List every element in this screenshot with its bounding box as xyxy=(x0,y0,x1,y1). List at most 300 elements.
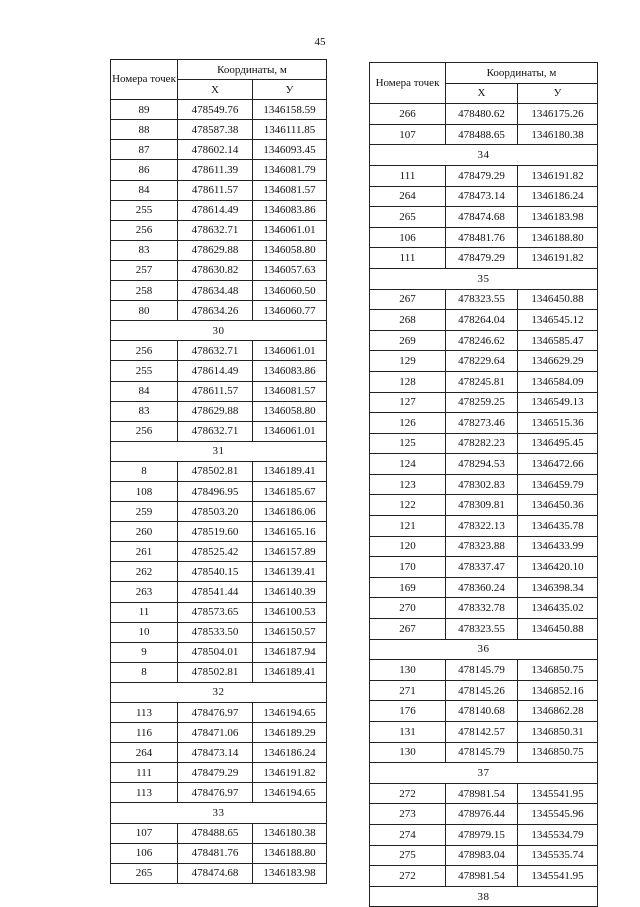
coordinate-x-cell: 478142.57 xyxy=(446,722,518,743)
table-row xyxy=(370,248,598,269)
table-row xyxy=(111,522,327,542)
coordinate-y-cell: 1346187.94 xyxy=(253,642,327,662)
point-number-cell: 264 xyxy=(370,186,446,207)
coordinate-y-cell: 1345541.95 xyxy=(518,783,598,804)
point-number-cell: 255 xyxy=(111,200,178,220)
coordinate-y-cell: 1346472.66 xyxy=(518,454,598,475)
point-number-cell: 275 xyxy=(370,845,446,866)
coordinate-y-cell: 1346515.36 xyxy=(518,413,598,434)
coordinate-x-cell: 478488.65 xyxy=(178,823,253,843)
coordinate-x-cell: 478481.76 xyxy=(178,843,253,863)
table-row xyxy=(370,165,598,186)
coordinate-y-cell: 1346850.31 xyxy=(518,722,598,743)
coordinate-x-cell: 478979.15 xyxy=(446,824,518,845)
coordinate-x-cell: 478488.65 xyxy=(446,124,518,145)
point-number-cell: 10 xyxy=(111,622,178,642)
table-row xyxy=(111,301,327,321)
table-row xyxy=(111,140,327,160)
coordinate-x-cell: 478629.88 xyxy=(178,240,253,260)
coordinate-y-cell: 1346180.38 xyxy=(253,823,327,843)
coordinate-x-cell: 478323.88 xyxy=(446,536,518,557)
coordinate-x-cell: 478983.04 xyxy=(446,845,518,866)
point-number-cell: 268 xyxy=(370,310,446,331)
table-row xyxy=(370,371,598,392)
table-row xyxy=(111,461,327,481)
table-row xyxy=(370,392,598,413)
coordinate-y-cell: 1345545.96 xyxy=(518,804,598,825)
point-number-cell: 11 xyxy=(111,602,178,622)
table-row xyxy=(370,227,598,248)
coordinate-y-cell: 1346186.24 xyxy=(518,186,598,207)
section-row xyxy=(111,682,327,702)
table-row xyxy=(111,703,327,723)
coordinate-y-cell: 1346629.29 xyxy=(518,351,598,372)
point-number-cell: 169 xyxy=(370,577,446,598)
coordinate-x-cell: 478479.29 xyxy=(446,248,518,269)
table-row xyxy=(370,207,598,228)
coordinate-x-cell: 478145.79 xyxy=(446,742,518,763)
coordinate-y-cell: 1346186.06 xyxy=(253,502,327,522)
point-number-cell: 267 xyxy=(370,619,446,640)
coordinate-y-cell: 1346158.59 xyxy=(253,100,327,120)
coordinate-x-cell: 478474.68 xyxy=(446,207,518,228)
section-number: 33 xyxy=(111,803,327,823)
table-row xyxy=(111,481,327,501)
coordinate-y-cell: 1345535.74 xyxy=(518,845,598,866)
point-number-cell: 256 xyxy=(111,341,178,361)
table-row xyxy=(370,845,598,866)
section-number: 34 xyxy=(370,145,598,166)
coordinate-y-cell: 1346186.24 xyxy=(253,743,327,763)
point-number-cell: 111 xyxy=(370,165,446,186)
point-number-cell: 131 xyxy=(370,722,446,743)
coordinate-y-cell: 1346450.88 xyxy=(518,289,598,310)
point-number-cell: 116 xyxy=(111,723,178,743)
coordinate-x-cell: 478981.54 xyxy=(446,783,518,804)
coordinate-y-cell: 1346189.41 xyxy=(253,662,327,682)
coordinate-x-cell: 478504.01 xyxy=(178,642,253,662)
coordinate-x-cell: 478519.60 xyxy=(178,522,253,542)
point-number-cell: 107 xyxy=(370,124,446,145)
table-row xyxy=(370,824,598,845)
point-number-cell: 265 xyxy=(370,207,446,228)
table-row xyxy=(111,421,327,441)
point-number-cell: 126 xyxy=(370,413,446,434)
coordinate-y-cell: 1346194.65 xyxy=(253,703,327,723)
point-number-cell: 84 xyxy=(111,381,178,401)
coordinate-x-cell: 478629.88 xyxy=(178,401,253,421)
point-number-cell: 256 xyxy=(111,421,178,441)
coordinate-x-cell: 478476.97 xyxy=(178,703,253,723)
point-number-cell: 121 xyxy=(370,516,446,537)
coordinate-x-cell: 478611.57 xyxy=(178,180,253,200)
page-number: 45 xyxy=(314,36,326,48)
coordinate-y-cell: 1346175.26 xyxy=(518,104,598,125)
point-number-cell: 83 xyxy=(111,401,178,421)
section-row xyxy=(111,803,327,823)
table-row xyxy=(111,100,327,120)
point-number-cell: 8 xyxy=(111,662,178,682)
table-row xyxy=(111,763,327,783)
coordinate-y-cell: 1346093.45 xyxy=(253,140,327,160)
coordinate-x-cell: 478587.38 xyxy=(178,120,253,140)
point-number-cell: 87 xyxy=(111,140,178,160)
point-number-cell: 260 xyxy=(111,522,178,542)
point-number-cell: 272 xyxy=(370,783,446,804)
table-row xyxy=(370,495,598,516)
table-row xyxy=(370,577,598,598)
coordinate-y-cell: 1346450.36 xyxy=(518,495,598,516)
coordinate-x-cell: 478541.44 xyxy=(178,582,253,602)
coordinate-y-cell: 1346191.82 xyxy=(518,248,598,269)
coordinate-x-cell: 478323.55 xyxy=(446,619,518,640)
coordinate-x-cell: 478476.97 xyxy=(178,783,253,803)
coordinate-x-cell: 478614.49 xyxy=(178,200,253,220)
coordinate-x-cell: 478630.82 xyxy=(178,260,253,280)
point-number-cell: 262 xyxy=(111,562,178,582)
point-number-cell: 111 xyxy=(111,763,178,783)
coordinate-y-cell: 1346459.79 xyxy=(518,474,598,495)
point-number-cell: 106 xyxy=(111,843,178,863)
point-number-cell: 124 xyxy=(370,454,446,475)
header-y: У xyxy=(253,80,327,100)
coordinate-y-cell: 1346398.34 xyxy=(518,577,598,598)
coordinate-x-cell: 478479.29 xyxy=(446,165,518,186)
table-row xyxy=(111,260,327,280)
point-number-cell: 257 xyxy=(111,260,178,280)
point-number-cell: 106 xyxy=(370,227,446,248)
section-number: 38 xyxy=(370,886,598,907)
point-number-cell: 271 xyxy=(370,680,446,701)
coordinate-x-cell: 478294.53 xyxy=(446,454,518,475)
coordinate-x-cell: 478632.71 xyxy=(178,220,253,240)
table-row xyxy=(111,843,327,863)
coordinate-y-cell: 1346139.41 xyxy=(253,562,327,582)
coordinate-y-cell: 1346058.80 xyxy=(253,240,327,260)
table-row xyxy=(370,186,598,207)
table-row xyxy=(370,701,598,722)
coordinate-y-cell: 1346450.88 xyxy=(518,619,598,640)
coordinate-y-cell: 1346061.01 xyxy=(253,341,327,361)
coordinate-y-cell: 1346852.16 xyxy=(518,680,598,701)
coordinate-y-cell: 1346081.57 xyxy=(253,381,327,401)
point-number-cell: 266 xyxy=(370,104,446,125)
coordinate-x-cell: 478634.26 xyxy=(178,301,253,321)
coordinate-x-cell: 478480.62 xyxy=(446,104,518,125)
header-x: Х xyxy=(178,80,253,100)
table-body xyxy=(370,104,598,907)
coordinate-x-cell: 478337.47 xyxy=(446,557,518,578)
point-number-cell: 113 xyxy=(111,703,178,723)
coordinate-y-cell: 1346165.16 xyxy=(253,522,327,542)
coordinate-y-cell: 1346061.01 xyxy=(253,220,327,240)
coordinates-table-right xyxy=(369,62,598,907)
coordinate-x-cell: 478502.81 xyxy=(178,662,253,682)
coordinate-x-cell: 478323.55 xyxy=(446,289,518,310)
coordinate-x-cell: 478245.81 xyxy=(446,371,518,392)
coordinate-x-cell: 478246.62 xyxy=(446,330,518,351)
coordinate-y-cell: 1346140.39 xyxy=(253,582,327,602)
table-row xyxy=(370,598,598,619)
point-number-cell: 272 xyxy=(370,866,446,887)
table-row xyxy=(370,433,598,454)
table-body xyxy=(111,100,327,884)
point-number-cell: 270 xyxy=(370,598,446,619)
coordinate-y-cell: 1346194.65 xyxy=(253,783,327,803)
coordinate-y-cell: 1346545.12 xyxy=(518,310,598,331)
coordinate-y-cell: 1346850.75 xyxy=(518,742,598,763)
table-row xyxy=(111,542,327,562)
table-row xyxy=(111,743,327,763)
coordinate-y-cell: 1346584.09 xyxy=(518,371,598,392)
coordinate-y-cell: 1346183.98 xyxy=(518,207,598,228)
point-number-cell: 130 xyxy=(370,742,446,763)
section-number: 30 xyxy=(111,321,327,341)
coordinate-x-cell: 478525.42 xyxy=(178,542,253,562)
table-row xyxy=(370,516,598,537)
point-number-cell: 127 xyxy=(370,392,446,413)
table-row xyxy=(111,281,327,301)
table-row xyxy=(111,361,327,381)
point-number-cell: 107 xyxy=(111,823,178,843)
header-y: У xyxy=(518,83,598,104)
header-point-numbers: Номера точек xyxy=(111,60,178,100)
point-number-cell: 89 xyxy=(111,100,178,120)
point-number-cell: 122 xyxy=(370,495,446,516)
table-row xyxy=(370,474,598,495)
table-row xyxy=(370,866,598,887)
coordinate-y-cell: 1346060.77 xyxy=(253,301,327,321)
coordinate-y-cell: 1346150.57 xyxy=(253,622,327,642)
coordinate-x-cell: 478503.20 xyxy=(178,502,253,522)
table-row xyxy=(370,722,598,743)
coordinate-x-cell: 478259.25 xyxy=(446,392,518,413)
point-number-cell: 274 xyxy=(370,824,446,845)
point-number-cell: 9 xyxy=(111,642,178,662)
point-number-cell: 120 xyxy=(370,536,446,557)
coordinate-x-cell: 478302.83 xyxy=(446,474,518,495)
coordinate-y-cell: 1346058.80 xyxy=(253,401,327,421)
section-number: 31 xyxy=(111,441,327,461)
coordinate-x-cell: 478473.14 xyxy=(446,186,518,207)
coordinate-x-cell: 478614.49 xyxy=(178,361,253,381)
section-row xyxy=(111,321,327,341)
section-number: 32 xyxy=(111,682,327,702)
table-row xyxy=(111,180,327,200)
coordinate-y-cell: 1346191.82 xyxy=(518,165,598,186)
table-row xyxy=(111,622,327,642)
point-number-cell: 108 xyxy=(111,481,178,501)
point-number-cell: 86 xyxy=(111,160,178,180)
table-row xyxy=(370,289,598,310)
point-number-cell: 258 xyxy=(111,281,178,301)
coordinates-table-left xyxy=(110,59,327,884)
coordinate-x-cell: 478145.26 xyxy=(446,680,518,701)
table-row xyxy=(370,310,598,331)
table-row xyxy=(370,557,598,578)
point-number-cell: 128 xyxy=(370,371,446,392)
table-row xyxy=(370,351,598,372)
header-coordinates: Координаты, м xyxy=(178,60,327,80)
coordinate-y-cell: 1346081.79 xyxy=(253,160,327,180)
point-number-cell: 83 xyxy=(111,240,178,260)
table-row xyxy=(111,562,327,582)
section-number: 36 xyxy=(370,639,598,660)
coordinate-y-cell: 1346188.80 xyxy=(253,843,327,863)
table-row xyxy=(111,642,327,662)
table-row xyxy=(370,330,598,351)
point-number-cell: 84 xyxy=(111,180,178,200)
table-row xyxy=(111,240,327,260)
coordinate-y-cell: 1346435.78 xyxy=(518,516,598,537)
point-number-cell: 123 xyxy=(370,474,446,495)
point-number-cell: 170 xyxy=(370,557,446,578)
table-row xyxy=(370,413,598,434)
point-number-cell: 261 xyxy=(111,542,178,562)
point-number-cell: 130 xyxy=(370,660,446,681)
coordinate-y-cell: 1346081.57 xyxy=(253,180,327,200)
table-row xyxy=(111,863,327,883)
coordinate-x-cell: 478611.39 xyxy=(178,160,253,180)
coordinate-x-cell: 478533.50 xyxy=(178,622,253,642)
point-number-cell: 176 xyxy=(370,701,446,722)
coordinate-y-cell: 1346111.85 xyxy=(253,120,327,140)
section-number: 37 xyxy=(370,763,598,784)
coordinate-x-cell: 478602.14 xyxy=(178,140,253,160)
coordinate-y-cell: 1345541.95 xyxy=(518,866,598,887)
coordinate-y-cell: 1346433.99 xyxy=(518,536,598,557)
coordinate-x-cell: 478981.54 xyxy=(446,866,518,887)
coordinate-x-cell: 478496.95 xyxy=(178,481,253,501)
coordinate-x-cell: 478474.68 xyxy=(178,863,253,883)
coordinate-y-cell: 1346180.38 xyxy=(518,124,598,145)
coordinate-y-cell: 1346061.01 xyxy=(253,421,327,441)
coordinate-y-cell: 1346057.63 xyxy=(253,260,327,280)
table-row xyxy=(111,120,327,140)
table-row xyxy=(370,680,598,701)
coordinate-y-cell: 1345534.79 xyxy=(518,824,598,845)
point-number-cell: 263 xyxy=(111,582,178,602)
point-number-cell: 8 xyxy=(111,461,178,481)
table-row xyxy=(111,723,327,743)
section-row xyxy=(111,441,327,461)
coordinate-x-cell: 478976.44 xyxy=(446,804,518,825)
table-row xyxy=(370,783,598,804)
point-number-cell: 264 xyxy=(111,743,178,763)
point-number-cell: 273 xyxy=(370,804,446,825)
point-number-cell: 111 xyxy=(370,248,446,269)
coordinate-y-cell: 1346585.47 xyxy=(518,330,598,351)
point-number-cell: 113 xyxy=(111,783,178,803)
coordinate-y-cell: 1346188.80 xyxy=(518,227,598,248)
table-row xyxy=(370,804,598,825)
table-row xyxy=(370,619,598,640)
coordinate-y-cell: 1346495.45 xyxy=(518,433,598,454)
coordinate-x-cell: 478273.46 xyxy=(446,413,518,434)
table-row xyxy=(370,104,598,125)
coordinate-y-cell: 1346420.10 xyxy=(518,557,598,578)
coordinate-x-cell: 478611.57 xyxy=(178,381,253,401)
table-row xyxy=(111,662,327,682)
section-row xyxy=(370,268,598,289)
coordinate-x-cell: 478360.24 xyxy=(446,577,518,598)
coordinate-y-cell: 1346183.98 xyxy=(253,863,327,883)
point-number-cell: 129 xyxy=(370,351,446,372)
coordinate-x-cell: 478140.68 xyxy=(446,701,518,722)
table-row xyxy=(111,381,327,401)
table-row xyxy=(111,783,327,803)
coordinate-x-cell: 478309.81 xyxy=(446,495,518,516)
header-point-numbers: Номера точек xyxy=(370,63,446,104)
coordinate-x-cell: 478322.13 xyxy=(446,516,518,537)
table-row xyxy=(111,220,327,240)
section-row xyxy=(370,145,598,166)
coordinate-x-cell: 478282.23 xyxy=(446,433,518,454)
coordinate-y-cell: 1346157.89 xyxy=(253,542,327,562)
table-row xyxy=(370,124,598,145)
coordinate-x-cell: 478502.81 xyxy=(178,461,253,481)
coordinate-x-cell: 478479.29 xyxy=(178,763,253,783)
coordinate-y-cell: 1346060.50 xyxy=(253,281,327,301)
table-row xyxy=(111,582,327,602)
point-number-cell: 265 xyxy=(111,863,178,883)
coordinate-x-cell: 478229.64 xyxy=(446,351,518,372)
table-row xyxy=(111,602,327,622)
coordinate-x-cell: 478549.76 xyxy=(178,100,253,120)
table-row xyxy=(370,742,598,763)
section-number: 35 xyxy=(370,268,598,289)
section-row xyxy=(370,763,598,784)
point-number-cell: 80 xyxy=(111,301,178,321)
header-x: Х xyxy=(446,83,518,104)
coordinate-x-cell: 478632.71 xyxy=(178,341,253,361)
point-number-cell: 269 xyxy=(370,330,446,351)
point-number-cell: 259 xyxy=(111,502,178,522)
table-row xyxy=(111,401,327,421)
section-row xyxy=(370,886,598,907)
table-row xyxy=(370,454,598,475)
coordinate-y-cell: 1346189.29 xyxy=(253,723,327,743)
coordinate-x-cell: 478471.06 xyxy=(178,723,253,743)
coordinate-y-cell: 1346083.86 xyxy=(253,361,327,381)
coordinate-x-cell: 478632.71 xyxy=(178,421,253,441)
coordinate-y-cell: 1346850.75 xyxy=(518,660,598,681)
coordinate-x-cell: 478481.76 xyxy=(446,227,518,248)
coordinate-y-cell: 1346191.82 xyxy=(253,763,327,783)
table-row xyxy=(111,160,327,180)
table-row xyxy=(370,536,598,557)
coordinate-y-cell: 1346862.28 xyxy=(518,701,598,722)
coordinate-y-cell: 1346549.13 xyxy=(518,392,598,413)
coordinate-x-cell: 478264.04 xyxy=(446,310,518,331)
coordinate-y-cell: 1346435.02 xyxy=(518,598,598,619)
coordinate-y-cell: 1346100.53 xyxy=(253,602,327,622)
point-number-cell: 255 xyxy=(111,361,178,381)
table-row xyxy=(370,660,598,681)
coordinate-x-cell: 478332.78 xyxy=(446,598,518,619)
coordinate-x-cell: 478573.65 xyxy=(178,602,253,622)
table-row xyxy=(111,200,327,220)
coordinate-y-cell: 1346083.86 xyxy=(253,200,327,220)
header-coordinates: Координаты, м xyxy=(446,63,598,84)
table-row xyxy=(111,502,327,522)
table-row xyxy=(111,823,327,843)
coordinate-y-cell: 1346185.67 xyxy=(253,481,327,501)
point-number-cell: 267 xyxy=(370,289,446,310)
section-row xyxy=(370,639,598,660)
coordinate-x-cell: 478634.48 xyxy=(178,281,253,301)
coordinate-x-cell: 478540.15 xyxy=(178,562,253,582)
